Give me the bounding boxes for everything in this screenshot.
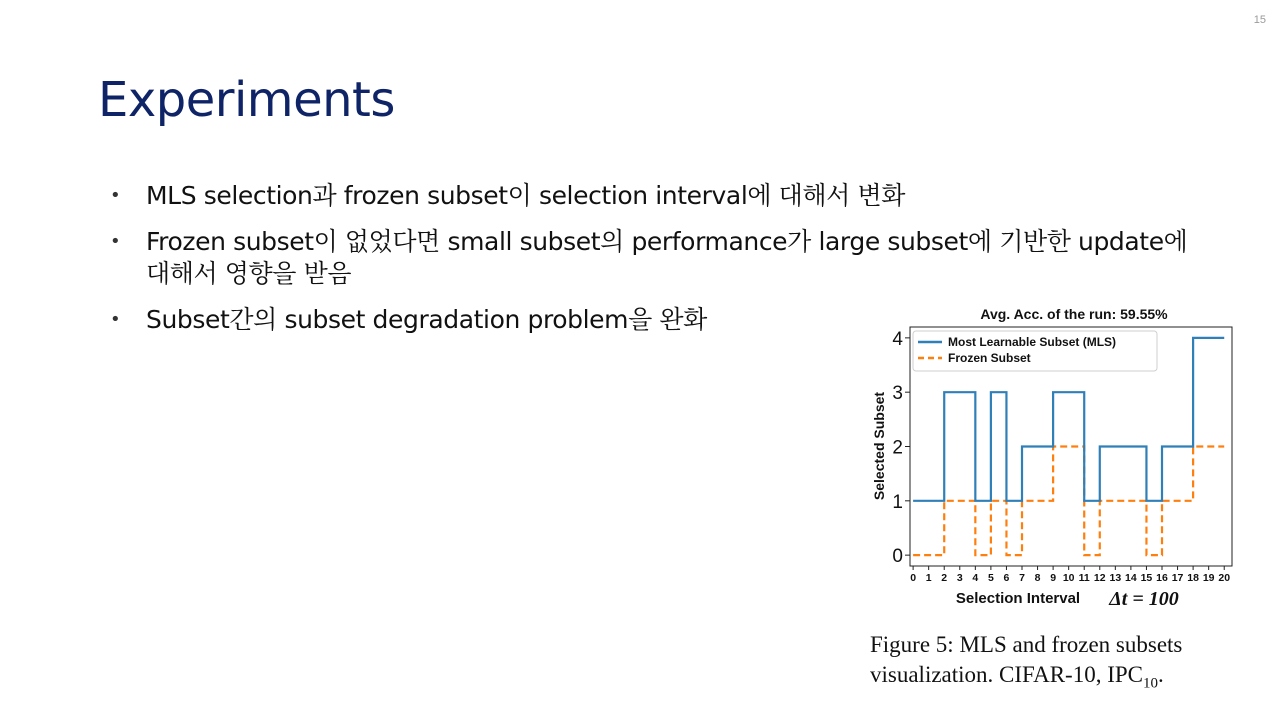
x-tick-label: 1 [925, 572, 932, 584]
chart-title: Avg. Acc. of the run: 59.55% [980, 306, 1168, 322]
x-axis-delta-label: Δt = 100 [1109, 588, 1179, 610]
y-axis-label: Selected Subset [871, 391, 887, 501]
series-line-frozen [913, 447, 1224, 556]
y-tick-label: 1 [892, 491, 903, 513]
figure [862, 300, 1262, 700]
y-tick-label: 3 [892, 383, 903, 405]
bullet-dot-icon: • [110, 231, 121, 252]
x-tick-label: 13 [1109, 572, 1122, 584]
caption-subscript: 10 [1143, 675, 1159, 692]
x-tick-label: 4 [972, 572, 979, 584]
x-tick-label: 12 [1093, 572, 1106, 584]
x-tick-label: 10 [1062, 572, 1075, 584]
y-tick-label: 0 [892, 546, 903, 568]
bullet-text: Subset간의 subset degradation problem을 완화 [146, 305, 707, 334]
x-axis-label: Selection Interval [955, 590, 1081, 607]
x-tick-label: 2 [941, 572, 948, 584]
bullet-dot-icon: • [110, 185, 121, 206]
x-tick-label: 7 [1019, 572, 1025, 584]
y-tick-label: 2 [892, 437, 903, 459]
x-tick-label: 11 [1078, 572, 1090, 584]
bullet-item [110, 226, 1190, 290]
x-tick-label: 14 [1125, 572, 1137, 584]
legend-label-mls: Most Learnable Subset (MLS) [948, 335, 1117, 349]
x-tick-label: 15 [1140, 572, 1153, 584]
figure-caption [870, 630, 1260, 699]
x-tick-label: 20 [1218, 572, 1231, 584]
page-number: 15 [1253, 14, 1266, 26]
subset-step-chart [862, 300, 1262, 620]
caption-end: . [1158, 662, 1164, 687]
bullet-dot-icon: • [110, 309, 121, 330]
caption-text: Figure 5: MLS and frozen subsets visualization. CIFAR-10, IPC [870, 632, 1183, 687]
chart-legend [913, 331, 1157, 371]
x-tick-label: 18 [1187, 572, 1199, 584]
x-tick-label: 5 [987, 572, 994, 584]
x-tick-label: 19 [1202, 572, 1215, 584]
bullet-text: Frozen subset이 없었다면 small subset의 performance가 large subset에 기반한 update에 대해서 영향을 받음 [146, 227, 1188, 288]
x-tick-label: 9 [1050, 572, 1057, 584]
x-tick-label: 6 [1003, 572, 1010, 584]
x-tick-label: 17 [1171, 572, 1184, 584]
x-tick-label: 0 [910, 572, 917, 584]
slide-title: Experiments [98, 72, 395, 128]
bullet-item [110, 180, 1190, 212]
bullet-text: MLS selection과 frozen subset이 selection interval에 대해서 변화 [146, 181, 905, 210]
x-tick-label: 16 [1156, 572, 1168, 584]
y-tick-label: 4 [892, 328, 903, 350]
x-tick-label: 3 [956, 572, 963, 584]
legend-label-frozen: Frozen Subset [948, 351, 1031, 365]
x-tick-label: 8 [1034, 572, 1041, 584]
